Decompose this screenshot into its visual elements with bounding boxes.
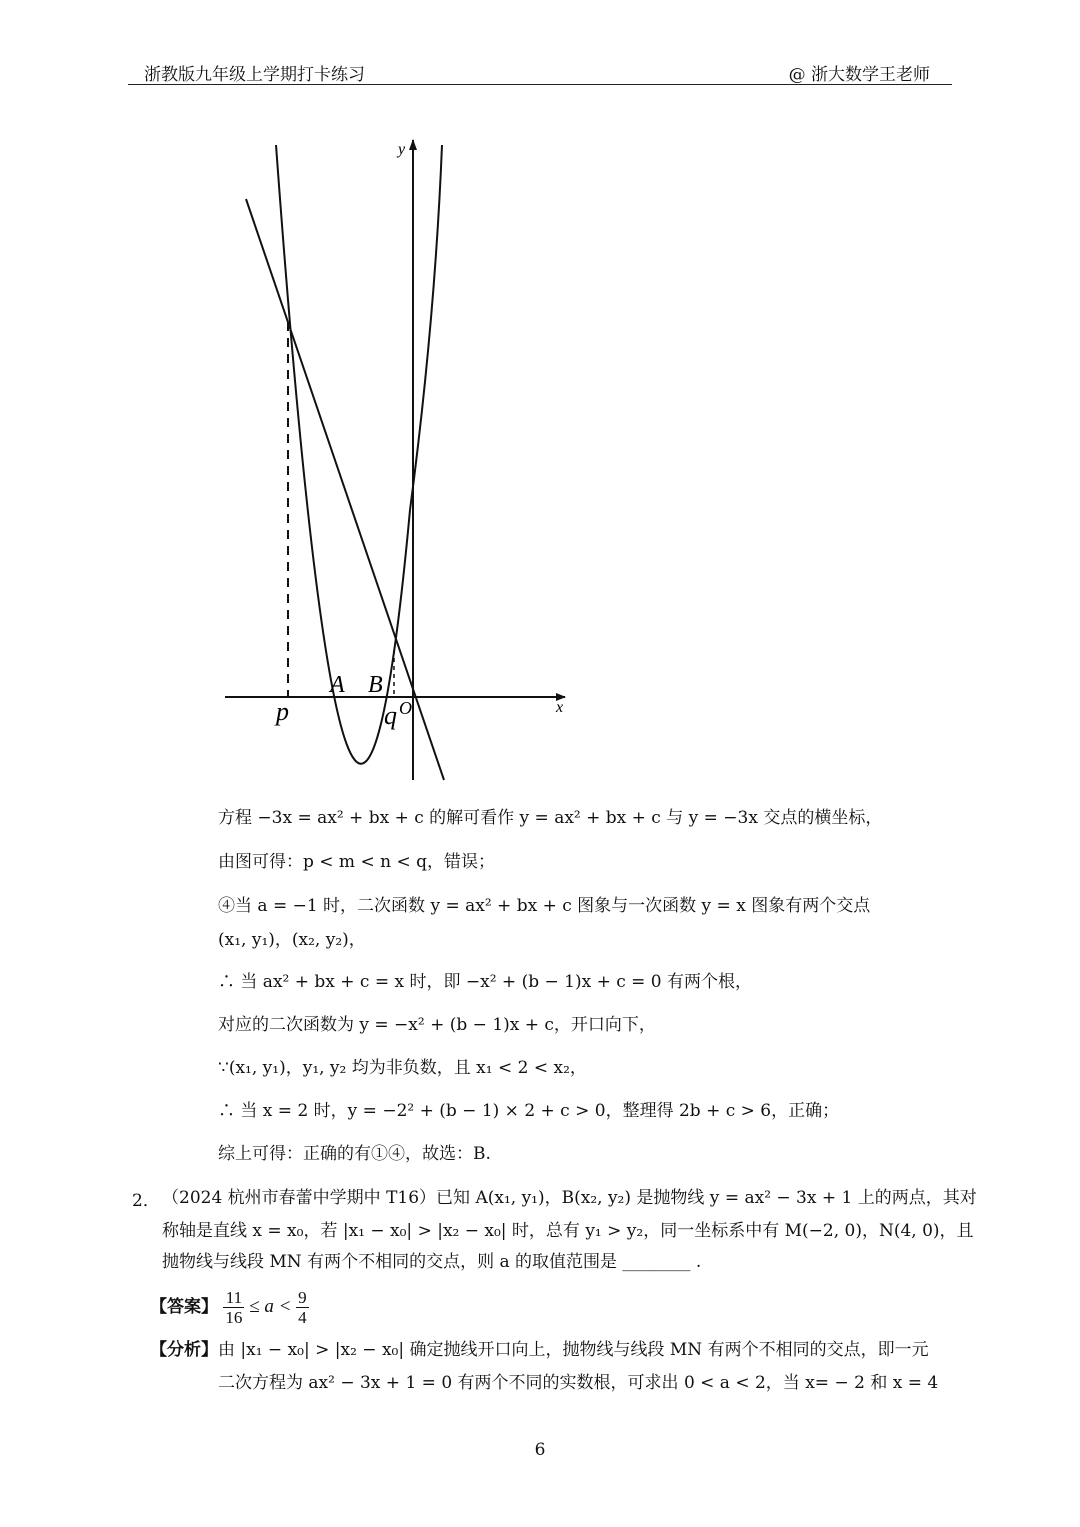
- fraction-denominator: 16: [225, 1308, 243, 1327]
- analysis-line: 二次方程为 ax² − 3x + 1 = 0 有两个不同的实数根，可求出 0 < a < 2，当 x= − 2 和 x = 4: [218, 1373, 939, 1393]
- solution-line: 对应的二次函数为 y = −x² + (b − 1)x + c，开口向下，: [218, 1015, 656, 1035]
- analysis-row: [150, 1338, 929, 1362]
- solution-line: ∴ 当 ax² + bx + c = x 时，即 −x² + (b − 1)x + c = 0 有两个根，: [218, 972, 753, 992]
- fraction-denominator: 4: [298, 1308, 307, 1327]
- header-title: 浙教版九年级上学期打卡练习: [144, 65, 365, 85]
- solution-line: 综上可得：正确的有①④，故选：B.: [218, 1144, 491, 1164]
- answer-fraction-lower: [223, 1288, 244, 1327]
- parabola-right-branch: [410, 145, 442, 510]
- y-axis-label: y: [398, 141, 406, 158]
- answer-inequality: ≤ a <: [244, 1296, 297, 1317]
- question-line: （2024 杭州市春蕾中学期中 T16）已知 A(x₁, y₁)，B(x₂, y₂) 是抛物线 y = ax² − 3x + 1 上的两点，其对: [162, 1188, 977, 1208]
- solution-line: 方程 −3x = ax² + bx + c 的解可看作 y = ax² + bx + c 与 y = −3x 交点的横坐标，: [218, 808, 883, 828]
- question-line: 抛物线与线段 MN 有两个不相同的交点，则 a 的取值范围是 ________ .: [162, 1252, 702, 1272]
- origin-label: O: [399, 698, 412, 718]
- function-graph: [200, 130, 600, 790]
- fraction-numerator: 11: [223, 1288, 244, 1308]
- question-number: 2．: [132, 1191, 160, 1211]
- parabola-left-branch: [276, 145, 410, 764]
- point-label-B: B: [368, 672, 383, 698]
- question-line: 称轴是直线 x = x₀，若 |x₁ − x₀| > |x₂ − x₀| 时，总有 y₁ > y₂，同一坐标系中有 M(−2, 0)，N(4, 0)，且: [162, 1221, 974, 1241]
- solution-line: 由图可得：p < m < n < q，错误；: [218, 852, 495, 872]
- header-divider: [128, 84, 952, 85]
- analysis-line: 由 |x₁ − x₀| > |x₂ − x₀| 确定抛线开口向上，抛物线与线段 MN 有两个不相同的交点，即一元: [218, 1340, 929, 1360]
- solution-line: ∵(x₁, y₁)，y₁, y₂ 均为非负数，且 x₁ < 2 < x₂，: [218, 1058, 587, 1078]
- solution-line: (x₁, y₁)，(x₂, y₂)，: [218, 930, 366, 950]
- answer-row: [150, 1288, 309, 1327]
- answer-tag: 【答案】: [150, 1297, 218, 1317]
- answer-fraction-upper: [296, 1288, 309, 1327]
- x-axis-label: x: [556, 699, 564, 716]
- y-axis-arrow: [409, 139, 417, 150]
- analysis-tag: 【分析】: [150, 1340, 218, 1360]
- page-number: 6: [534, 1440, 546, 1460]
- header-author: @ 浙大数学王老师: [788, 65, 930, 85]
- solution-line: ④当 a = −1 时，二次函数 y = ax² + bx + c 图象与一次函数 y = x 图象有两个交点: [218, 896, 871, 916]
- point-label-q: q: [384, 701, 397, 730]
- point-label-A: A: [330, 672, 345, 698]
- line-graph: [246, 199, 444, 780]
- point-label-p: p: [276, 697, 289, 726]
- fraction-numerator: 9: [298, 1288, 307, 1307]
- solution-line: ∴ 当 x = 2 时，y = −2² + (b − 1) × 2 + c > 0，整理得 2b + c > 6，正确；: [218, 1101, 840, 1121]
